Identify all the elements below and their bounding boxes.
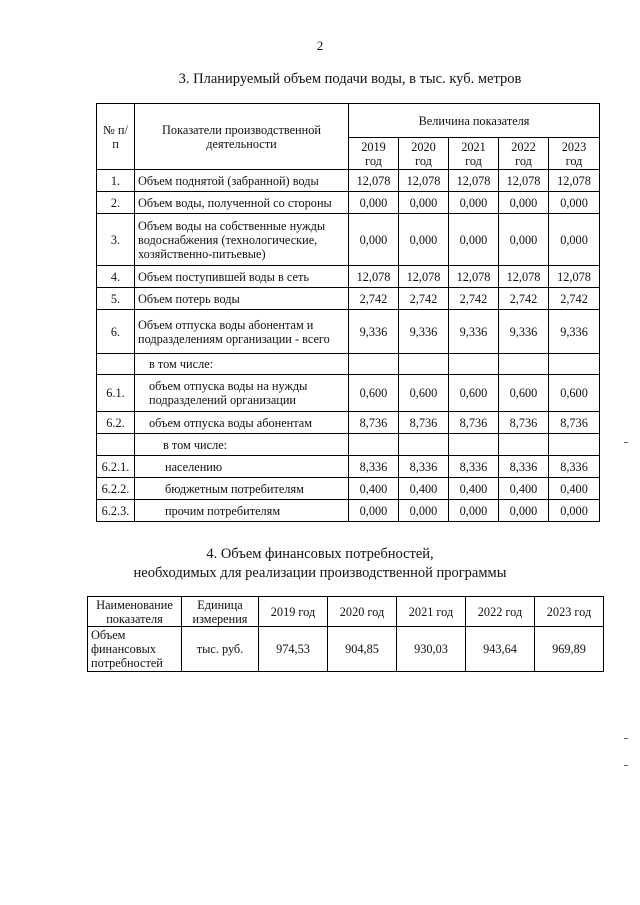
- value-cell: 8,336: [349, 456, 399, 478]
- value-cell: 12,078: [399, 266, 449, 288]
- value-cell: [399, 354, 449, 375]
- table-row: [97, 310, 600, 354]
- value-cell: 930,03: [397, 627, 466, 672]
- margin-mark: [624, 442, 628, 443]
- value-cell: 8,736: [399, 412, 449, 434]
- row-label: в том числе:: [135, 354, 349, 375]
- row-label: Объем поднятой (забранной) воды: [135, 170, 349, 192]
- row-number: [97, 434, 135, 456]
- row-number: 6.2.3.: [97, 500, 135, 522]
- value-cell: [549, 434, 600, 456]
- row-number: [97, 354, 135, 375]
- header-cell: 2022 год: [466, 597, 535, 627]
- table-row: [97, 375, 600, 412]
- table-row: [97, 214, 600, 266]
- row-number: 6.2.2.: [97, 478, 135, 500]
- header-year: 2021 год: [449, 138, 499, 170]
- row-label: Объем воды, полученной со стороны: [135, 192, 349, 214]
- value-cell: 8,336: [499, 456, 549, 478]
- value-cell: 2,742: [499, 288, 549, 310]
- value-cell: 904,85: [328, 627, 397, 672]
- row-label: объем отпуска воды на нужды подразделений организации: [135, 375, 349, 412]
- header-cell: 2023 год: [535, 597, 604, 627]
- row-label: Объем поступившей воды в сеть: [135, 266, 349, 288]
- value-cell: 0,600: [499, 375, 549, 412]
- value-cell: 8,736: [499, 412, 549, 434]
- value-cell: 12,078: [349, 170, 399, 192]
- header-cell: Наименование показателя: [88, 597, 182, 627]
- value-cell: 0,000: [349, 214, 399, 266]
- header-indicator: Показатели производственной деятельности: [135, 104, 349, 170]
- row-number: 3.: [97, 214, 135, 266]
- header-value-group: Величина показателя: [349, 104, 600, 138]
- value-cell: 12,078: [399, 170, 449, 192]
- value-cell: 0,400: [399, 478, 449, 500]
- value-cell: [499, 354, 549, 375]
- value-cell: 12,078: [499, 266, 549, 288]
- value-cell: 12,078: [499, 170, 549, 192]
- value-cell: 8,736: [449, 412, 499, 434]
- value-cell: 8,736: [549, 412, 600, 434]
- section-4-title-line2: необходимых для реализации производственной программы: [133, 565, 507, 581]
- value-cell: 8,736: [349, 412, 399, 434]
- value-cell: [349, 354, 399, 375]
- table-row: [97, 288, 600, 310]
- table-row: [97, 354, 600, 375]
- value-cell: 0,000: [549, 192, 600, 214]
- row-label: Объем воды на собственные нужды водоснабжения (технологические, хозяйственно-питьевые): [135, 214, 349, 266]
- value-cell: 9,336: [449, 310, 499, 354]
- row-number: 6.: [97, 310, 135, 354]
- row-number: 6.2.1.: [97, 456, 135, 478]
- value-cell: 943,64: [466, 627, 535, 672]
- row-label: Объем потерь воды: [135, 288, 349, 310]
- row-number: 1.: [97, 170, 135, 192]
- section-4-title: [0, 545, 640, 583]
- table-row: [97, 192, 600, 214]
- margin-mark: [624, 738, 628, 739]
- row-number: 5.: [97, 288, 135, 310]
- header-year: 2019 год: [349, 138, 399, 170]
- value-cell: 12,078: [349, 266, 399, 288]
- table-row: [97, 456, 600, 478]
- row-label: населению: [135, 456, 349, 478]
- value-cell: 0,600: [349, 375, 399, 412]
- value-cell: 0,600: [549, 375, 600, 412]
- section-4-title-line1: 4. Объем финансовых потребностей,: [206, 546, 434, 562]
- value-cell: 8,336: [549, 456, 600, 478]
- value-cell: 0,000: [549, 214, 600, 266]
- value-cell: 0,000: [499, 500, 549, 522]
- header-year: 2023 год: [549, 138, 600, 170]
- row-number: 6.2.: [97, 412, 135, 434]
- value-cell: 12,078: [449, 266, 499, 288]
- value-cell: 0,000: [399, 500, 449, 522]
- value-cell: 2,742: [349, 288, 399, 310]
- header-cell: 2019 год: [259, 597, 328, 627]
- margin-mark: [624, 765, 628, 766]
- value-cell: 0,000: [349, 192, 399, 214]
- header-num: № п/п: [97, 104, 135, 170]
- header-cell: 2021 год: [397, 597, 466, 627]
- value-cell: [449, 354, 499, 375]
- row-number: 6.1.: [97, 375, 135, 412]
- value-cell: [549, 354, 600, 375]
- header-cell: 2020 год: [328, 597, 397, 627]
- value-cell: 0,000: [349, 500, 399, 522]
- header-cell: Единица измерения: [182, 597, 259, 627]
- value-cell: 9,336: [399, 310, 449, 354]
- value-cell: 0,400: [549, 478, 600, 500]
- value-cell: [399, 434, 449, 456]
- row-unit: тыс. руб.: [182, 627, 259, 672]
- value-cell: 12,078: [549, 170, 600, 192]
- value-cell: 0,000: [449, 500, 499, 522]
- value-cell: 0,000: [499, 192, 549, 214]
- value-cell: 12,078: [549, 266, 600, 288]
- value-cell: 0,600: [449, 375, 499, 412]
- table-row: [97, 412, 600, 434]
- value-cell: 0,000: [499, 214, 549, 266]
- value-cell: 0,000: [449, 192, 499, 214]
- value-cell: 0,600: [399, 375, 449, 412]
- value-cell: 9,336: [499, 310, 549, 354]
- value-cell: 0,400: [449, 478, 499, 500]
- table-row: [97, 434, 600, 456]
- row-label: объем отпуска воды абонентам: [135, 412, 349, 434]
- value-cell: 8,336: [449, 456, 499, 478]
- value-cell: [449, 434, 499, 456]
- row-label: Объем финансовых потребностей: [88, 627, 182, 672]
- value-cell: 8,336: [399, 456, 449, 478]
- value-cell: 0,000: [399, 192, 449, 214]
- header-year: 2020 год: [399, 138, 449, 170]
- table-row: [97, 500, 600, 522]
- financial-needs-table: [87, 596, 604, 672]
- row-label: бюджетным потребителям: [135, 478, 349, 500]
- row-label: Объем отпуска воды абонентам и подразделениям организации - всего: [135, 310, 349, 354]
- header-year: 2022 год: [499, 138, 549, 170]
- value-cell: 2,742: [549, 288, 600, 310]
- value-cell: 12,078: [449, 170, 499, 192]
- table-row: [97, 266, 600, 288]
- row-label: прочим потребителям: [135, 500, 349, 522]
- value-cell: 0,000: [449, 214, 499, 266]
- value-cell: 9,336: [349, 310, 399, 354]
- value-cell: 974,53: [259, 627, 328, 672]
- value-cell: 0,400: [499, 478, 549, 500]
- section-3-title: 3. Планируемый объем подачи воды, в тыс. куб. метров: [178, 71, 522, 87]
- value-cell: [499, 434, 549, 456]
- value-cell: [349, 434, 399, 456]
- row-label: в том числе:: [135, 434, 349, 456]
- water-supply-table: [96, 103, 600, 522]
- value-cell: 0,000: [399, 214, 449, 266]
- row-number: 2.: [97, 192, 135, 214]
- value-cell: 969,89: [535, 627, 604, 672]
- value-cell: 0,000: [549, 500, 600, 522]
- value-cell: 2,742: [449, 288, 499, 310]
- row-number: 4.: [97, 266, 135, 288]
- value-cell: 9,336: [549, 310, 600, 354]
- value-cell: 2,742: [399, 288, 449, 310]
- value-cell: 0,400: [349, 478, 399, 500]
- table-row: [97, 478, 600, 500]
- table-row: [97, 170, 600, 192]
- page-number: 2: [316, 38, 324, 53]
